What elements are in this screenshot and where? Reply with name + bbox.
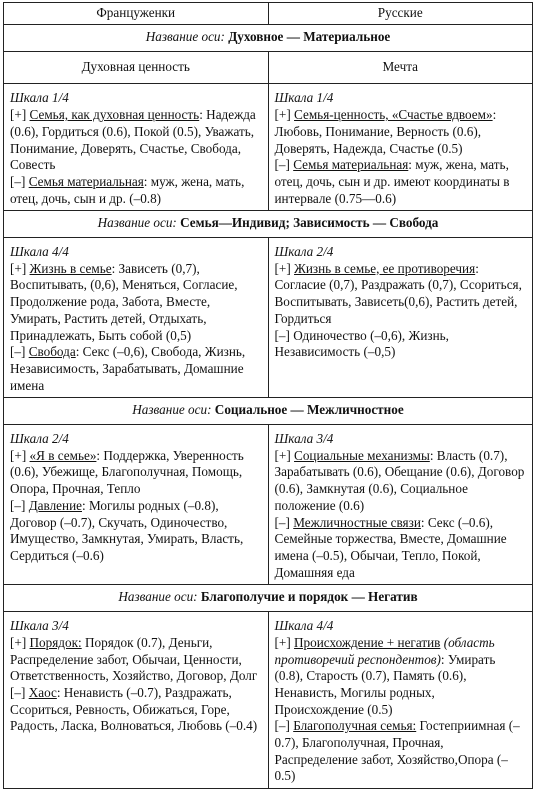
scale-label: Шкала 1/4 [274, 90, 334, 106]
minus-values: : Могилы родных (–0.8), Договор (–0.7), Скучать, Одиночество, Имущество, Замкнутая, Умирать, Власть, Сердиться (–0.6) [10, 497, 244, 563]
subheader-left: Духовная ценность [4, 51, 269, 84]
plus-mark: [+] [274, 447, 295, 463]
table-header-row [4, 3, 533, 25]
plus-entry [10, 107, 263, 174]
plus-category: «Я в семье» [29, 447, 97, 463]
minus-values: : Секс (–0,6), Свобода, Жизнь, Независимость, Зарабатывать, Домашние имена [10, 344, 246, 393]
minus-mark: [–] [10, 344, 29, 360]
cell-russian-1 [268, 84, 533, 211]
scale-label: Шкала 4/4 [274, 618, 334, 634]
minus-mark: [–] [10, 684, 29, 700]
content-row-2 [4, 238, 533, 398]
header-french: Француженки [4, 3, 269, 25]
scale-label: Шкала 1/4 [10, 90, 69, 106]
axis-name: Семья—Индивид; Зависимость — Свобода [180, 215, 439, 231]
minus-entry [275, 515, 528, 582]
plus-mark: [+] [10, 634, 30, 650]
cell-russian-4 [268, 612, 533, 789]
minus-category: Давление [28, 497, 82, 513]
minus-mark: [–] [10, 173, 29, 189]
content-row-1 [4, 84, 533, 211]
plus-category: Социальные механизмы [294, 447, 430, 463]
plus-category: Происхождение + негатив [294, 634, 441, 650]
plus-entry [275, 107, 528, 157]
plus-entry [275, 635, 528, 719]
axis-prefix: Название оси: [132, 402, 212, 418]
scale-label: Шкала 4/4 [10, 244, 69, 260]
axis-title-4 [4, 585, 533, 612]
comparison-table [3, 2, 533, 789]
plus-values: Порядок (0.7), Деньги, Распределение забот, Обычаи, Ценности, Ответственность, Хозяйство, Договор, Долг [10, 634, 258, 684]
plus-entry [275, 448, 528, 515]
axis-name: Благополучие и порядок — Негатив [200, 589, 418, 605]
cell-russian-3 [268, 425, 533, 585]
plus-values: : Поддержка, Уверенность (0.6), Убежище, Благополучная, Помощь, Опора, Прочная, Тепло [10, 447, 244, 497]
minus-values: : муж, жена, мать, отец, дочь, сын и др. (–0.8) [10, 173, 245, 206]
axis-row-4 [4, 585, 533, 612]
minus-values: : Ненависть (–0.7), Раздражать, Ссориться, Ревность, Обижаться, Горе, Радость, Ласка, Волноваться, Любовь (–0.4) [10, 684, 258, 734]
plus-values: : Надежда (0.6), Гордиться (0.6), Покой (0.5), Уважать, Понимание, Доверять, Счастье, Свобода, Совесть [10, 107, 256, 173]
cell-russian-2 [268, 238, 533, 398]
plus-mark: [+] [10, 447, 30, 463]
minus-category: Благополучная семья: [293, 718, 417, 734]
plus-entry [10, 261, 263, 345]
axis-name: Социальное — Межличностное [214, 402, 404, 418]
plus-mark: [+] [274, 634, 295, 650]
axis-title-1 [4, 25, 533, 52]
plus-values: : Согласие (0,7), Раздражать (0,7), Ссориться, Воспитывать, Зависеть(0,6), Растить детей, Гордиться [274, 260, 522, 326]
axis-row-2 [4, 211, 533, 238]
axis-row-1 [4, 25, 533, 52]
minus-entry [275, 718, 528, 785]
document-page [3, 2, 533, 789]
plus-category: Порядок: [29, 634, 82, 650]
axis-title-3 [4, 398, 533, 425]
plus-values: : Умирать (0.8), Старость (0.7), Память (0.6), Ненависть, Могилы родных, Происхождение (0.5) [274, 651, 496, 717]
minus-mark: [–] [274, 718, 294, 734]
scale-label: Шкала 2/4 [274, 244, 334, 260]
plus-category: Жизнь в семье, ее противоречия [294, 260, 476, 276]
content-row-4 [4, 612, 533, 789]
minus-mark: [–] [274, 157, 294, 173]
minus-category: Семья материальная [28, 173, 144, 189]
minus-entry [275, 328, 528, 361]
plus-mark: [+] [10, 260, 30, 276]
minus-category: Семья материальная [293, 157, 409, 173]
plus-mark: [+] [274, 260, 295, 276]
plus-entry [10, 448, 263, 498]
plus-italic-note: (область противоречий респондентов) [274, 634, 495, 667]
minus-values: : Секс (–0.6), Семейные торжества, Вместе, Домашние имена (–0.5), Обычаи, Тепло, Покой, Домашняя еда [274, 514, 507, 580]
scale-label: Шкала 2/4 [10, 431, 69, 447]
plus-mark: [+] [274, 107, 295, 123]
minus-entry [275, 157, 528, 207]
scale-label: Шкала 3/4 [274, 431, 334, 447]
minus-category: Свобода [28, 344, 76, 360]
plus-category: Жизнь в семье [29, 260, 112, 276]
axis-row-3 [4, 398, 533, 425]
axis-prefix: Название оси: [145, 29, 225, 44]
plus-values: : Зависеть (0,7), Воспитывать, (0,6), Меняться, Согласие, Продолжение рода, Забота, Вместе, Умирать, Растить детей, Отдыхать, Принадлежать, Быть собой (0,5) [10, 260, 238, 343]
plus-values: : Любовь, Понимание, Верность (0.6), Доверять, Надежда, Счастье (0.5) [274, 107, 497, 156]
cell-french-4 [4, 612, 269, 789]
axis-prefix: Название оси: [118, 589, 198, 605]
axis-name: Духовное — Материальное [228, 29, 391, 44]
plus-entry [10, 635, 263, 685]
header-russian: Русские [268, 3, 533, 25]
cell-french-1 [4, 84, 269, 211]
minus-mark: [–] [10, 497, 29, 513]
axis-title-2 [4, 211, 533, 238]
plus-mark: [+] [10, 107, 30, 123]
minus-entry [10, 174, 263, 207]
cell-french-2 [4, 238, 269, 398]
minus-values: : муж, жена, мать, отец, дочь, сын и др. имеют координаты в интервале (0.75—0.6) [274, 157, 510, 206]
subheader-row-1 [4, 51, 533, 84]
subheader-right: Мечта [268, 51, 533, 84]
minus-entry [10, 685, 263, 735]
minus-values: Гостеприимная (–0.7), Благополучная, Прочная, Распределение забот, Хозяйство,Опора (–0.5) [274, 718, 520, 784]
content-row-3 [4, 425, 533, 585]
plus-category: Семья-ценность, «Счастье вдвоем» [294, 107, 493, 123]
cell-french-3 [4, 425, 269, 585]
minus-category: Хаос [28, 684, 57, 700]
scale-label: Шкала 3/4 [10, 618, 69, 634]
minus-mark: [–] [274, 514, 294, 530]
minus-values: Одиночество (–0,6), Жизнь, Независимость (–0,5) [274, 327, 449, 360]
plus-values: : Власть (0.7), Зарабатывать (0.6), Обещание (0.6), Договор (0.6), Замкнутая (0.6), Социальное положение (0.6) [274, 447, 525, 513]
minus-entry [10, 498, 263, 565]
minus-mark: [–] [274, 327, 294, 343]
minus-category: Межличностные связи [293, 514, 421, 530]
plus-category: Семья, как духовная ценность [29, 107, 200, 123]
axis-prefix: Название оси: [97, 215, 177, 231]
plus-entry [275, 261, 528, 328]
minus-entry [10, 344, 263, 394]
